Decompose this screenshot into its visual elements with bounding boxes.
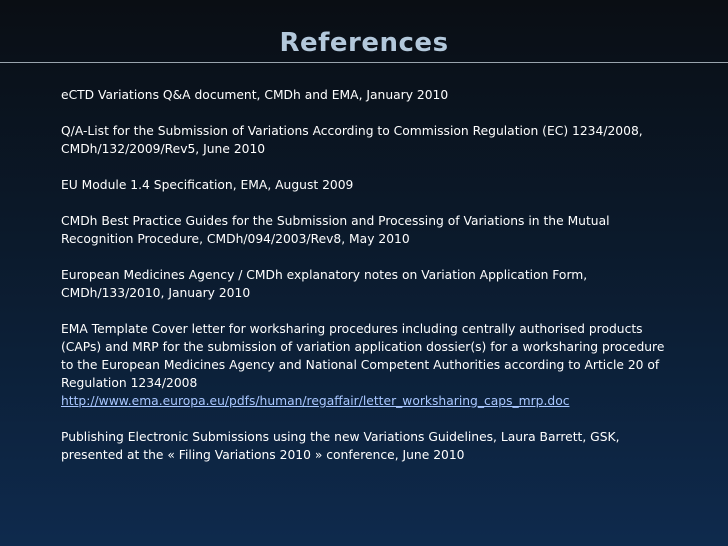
reference-item xyxy=(61,320,671,410)
reference-list xyxy=(61,86,671,482)
reference-text: eCTD Variations Q&A document, CMDh and EMA, January 2010 xyxy=(61,88,449,102)
reference-link[interactable]: http://www.ema.europa.eu/pdfs/human/regaffair/letter_worksharing_caps_mrp.doc xyxy=(61,394,570,408)
reference-text: European Medicines Agency / CMDh explanatory notes on Variation Application Form, CMDh/133/2010, January 2010 xyxy=(61,268,588,300)
reference-item xyxy=(61,176,671,194)
reference-text: Q/A-List for the Submission of Variations According to Commission Regulation (EC) 1234/2008, CMDh/132/2009/Rev5, June 2010 xyxy=(61,124,643,156)
reference-text: CMDh Best Practice Guides for the Submission and Processing of Variations in the Mutual Recognition Procedure, CMDh/094/2003/Rev8, May 2010 xyxy=(61,214,610,246)
page-title: References xyxy=(279,28,449,58)
reference-item xyxy=(61,428,671,464)
reference-item xyxy=(61,266,671,302)
title-divider xyxy=(0,62,728,63)
reference-text: EU Module 1.4 Specification, EMA, August 2009 xyxy=(61,178,354,192)
reference-item xyxy=(61,212,671,248)
reference-text: Publishing Electronic Submissions using the new Variations Guidelines, Laura Barrett, GSK, presented at the « Filing Variations 2010 » conference, June 2010 xyxy=(61,430,620,462)
reference-item xyxy=(61,86,671,104)
reference-text: EMA Template Cover letter for worksharing procedures including centrally authorised products (CAPs) and MRP for the submission of variation application dossier(s) for a worksharing procedure to the European Medicines Agency and National Competent Authorities according to Article 20 of Regulation 1234/2008 xyxy=(61,322,665,390)
reference-item xyxy=(61,122,671,158)
